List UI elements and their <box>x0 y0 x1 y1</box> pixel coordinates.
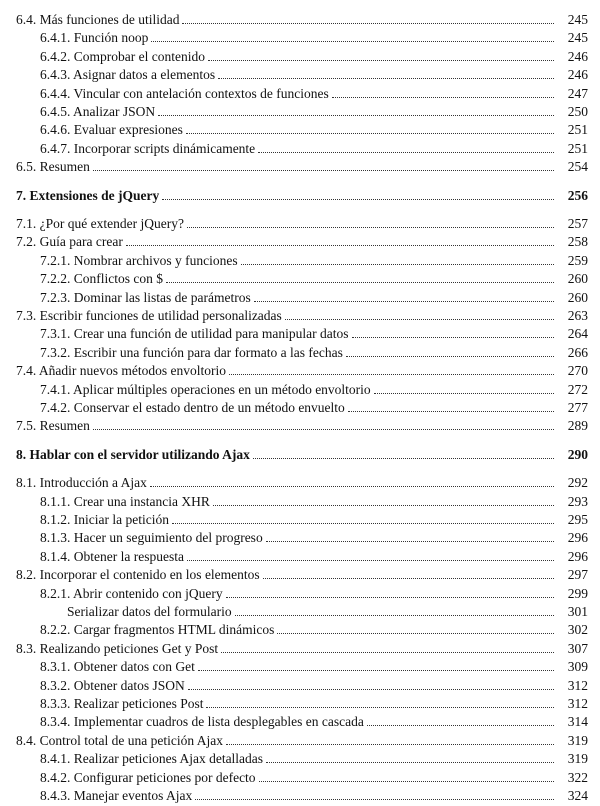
dot-leader <box>226 597 554 598</box>
toc-entry-title: 8.2. Incorporar el contenido en los elementos <box>16 567 260 583</box>
dot-leader <box>166 282 554 283</box>
toc-entry-title: 8.1.3. Hacer un seguimiento del progreso <box>40 530 263 546</box>
toc-entry <box>0 512 600 530</box>
dot-leader <box>253 458 554 459</box>
dot-leader <box>258 152 554 153</box>
toc-entry-title: 6.4.2. Comprobar el contenido <box>40 48 205 64</box>
toc-entry <box>0 733 600 751</box>
toc-entry-title: 6.4.7. Incorporar scripts dinámicamente <box>40 140 256 156</box>
toc-entry-title: 8.1.1. Crear una instancia XHR <box>40 493 210 509</box>
dot-leader <box>259 781 554 782</box>
dot-leader <box>226 744 554 745</box>
toc-entry <box>0 345 600 363</box>
toc-page-number: 324 <box>567 788 588 803</box>
toc-entry <box>0 253 600 271</box>
dot-leader <box>206 707 554 708</box>
toc-entry-title: 6.4. Más funciones de utilidad <box>16 12 180 27</box>
toc-page-number: 297 <box>567 567 588 583</box>
dot-leader <box>229 374 554 375</box>
toc-entry <box>0 530 600 548</box>
toc-entry-title: 8. Hablar con el servidor utilizando Ajax <box>16 446 250 462</box>
toc-page-number: 254 <box>567 159 588 175</box>
toc-page-number: 260 <box>567 289 588 305</box>
toc-entry <box>0 382 600 400</box>
toc-entry-title: 8.3. Realizando peticiones Get y Post <box>16 640 219 656</box>
toc-page-number: 256 <box>567 187 588 203</box>
toc-entry <box>0 678 600 696</box>
toc-page-number: 264 <box>567 326 588 342</box>
dot-leader <box>241 264 554 265</box>
dot-leader <box>218 78 554 79</box>
toc-page-number: 319 <box>567 751 588 767</box>
toc-page-number: 277 <box>567 400 588 415</box>
toc-page-number: 296 <box>567 530 588 546</box>
toc-entry <box>0 622 600 640</box>
dot-leader <box>195 799 554 800</box>
toc-entry-title: 8.2.1. Abrir contenido con jQuery <box>40 585 223 601</box>
dot-leader <box>332 97 554 98</box>
dot-leader <box>186 133 554 134</box>
toc-page-number: 263 <box>567 308 588 323</box>
toc-page-number: 289 <box>567 418 588 434</box>
dot-leader <box>172 523 554 524</box>
dot-leader <box>367 725 554 726</box>
toc-page-number: 309 <box>567 659 588 675</box>
dot-leader <box>254 301 554 302</box>
toc-entry-title: 7.3.2. Escribir una función para dar formato a las fechas <box>40 344 343 360</box>
toc-entry <box>0 308 600 326</box>
toc-entry-title: 7.2.2. Conflictos con $ <box>40 271 163 287</box>
dot-leader <box>374 393 554 394</box>
dot-leader <box>188 689 554 690</box>
toc-entry <box>0 104 600 122</box>
toc-entry <box>0 49 600 67</box>
dot-leader <box>126 245 554 246</box>
toc-entry <box>0 141 600 159</box>
toc-entry <box>0 12 600 30</box>
toc-entry-title: 7.4.1. Aplicar múltiples operaciones en un método envoltorio <box>40 381 371 397</box>
toc-entry <box>0 659 600 677</box>
toc-entry <box>0 30 600 48</box>
toc-entry <box>0 696 600 714</box>
toc-page-number: 258 <box>567 234 588 250</box>
toc-entry-title: 7.3. Escribir funciones de utilidad personalizadas <box>16 308 282 323</box>
toc-entry <box>0 234 600 252</box>
toc-chapter-heading <box>0 447 600 465</box>
dot-leader <box>235 615 554 616</box>
dot-leader <box>187 227 554 228</box>
toc-entry <box>0 475 600 493</box>
toc-entry-title: 7.2. Guía para crear <box>16 234 123 250</box>
toc-entry-title: 8.2.2. Cargar fragmentos HTML dinámicos <box>40 622 275 638</box>
toc-page-number: 251 <box>567 122 588 138</box>
toc-entry <box>0 770 600 788</box>
toc-entry-title: 8.3.3. Realizar peticiones Post <box>40 696 204 711</box>
toc-page-number: 245 <box>567 12 588 27</box>
toc-page-number: 307 <box>567 640 588 656</box>
dot-leader <box>221 652 554 653</box>
toc-entry-title: 6.4.4. Vincular con antelación contextos de funciones <box>40 85 329 101</box>
dot-leader <box>150 486 554 487</box>
toc-entry <box>0 122 600 140</box>
toc-page-number: 247 <box>567 85 588 101</box>
dot-leader <box>352 337 554 338</box>
toc-entry-title: 8.4.2. Configurar peticiones por defecto <box>40 769 256 785</box>
toc-page-number: 245 <box>567 30 588 46</box>
toc-page-number: 270 <box>567 363 588 379</box>
toc-entry-title: 6.5. Resumen <box>16 159 90 175</box>
toc-page-number: 312 <box>567 696 588 711</box>
toc-page-number: 246 <box>567 67 588 83</box>
toc-page-number: 293 <box>567 493 588 509</box>
toc-page-number: 299 <box>567 585 588 601</box>
toc-entry-title: 6.4.6. Evaluar expresiones <box>40 122 183 138</box>
toc-entry-title: 7.1. ¿Por qué extender jQuery? <box>16 216 184 231</box>
toc-entry <box>0 714 600 732</box>
dot-leader <box>151 41 554 42</box>
toc-entry-title: 7. Extensiones de jQuery <box>16 187 160 203</box>
dot-leader <box>266 541 554 542</box>
toc-entry <box>0 67 600 85</box>
toc-entry <box>0 604 600 622</box>
toc-page-number: 266 <box>567 344 588 360</box>
dot-leader <box>266 762 554 763</box>
dot-leader <box>93 170 554 171</box>
dot-leader <box>158 115 554 116</box>
toc-page-number: 250 <box>567 104 588 119</box>
toc-entry-title: 7.2.3. Dominar las listas de parámetros <box>40 289 251 305</box>
toc-entry-title: 8.3.1. Obtener datos con Get <box>40 659 195 675</box>
toc-entry-title: 6.4.5. Analizar JSON <box>40 104 156 119</box>
toc-page-number: 322 <box>567 769 588 785</box>
toc-entry <box>0 86 600 104</box>
dot-leader <box>208 60 554 61</box>
toc-entry <box>0 216 600 234</box>
toc-entry-title: 8.1.2. Iniciar la petición <box>40 512 169 527</box>
toc-entry <box>0 494 600 512</box>
toc-entry-title: 8.4.3. Manejar eventos Ajax <box>40 788 193 803</box>
toc-entry <box>0 418 600 436</box>
toc-entry <box>0 326 600 344</box>
toc-entry <box>0 549 600 567</box>
dot-leader <box>348 411 554 412</box>
toc-chapter-heading <box>0 188 600 206</box>
toc-entry <box>0 567 600 585</box>
toc-page-number: 272 <box>567 381 588 397</box>
toc-page-number: 290 <box>567 446 588 462</box>
toc-entry-title: 7.2.1. Nombrar archivos y funciones <box>40 252 238 268</box>
toc-entry-title: Serializar datos del formulario <box>67 604 232 619</box>
toc-page-number: 314 <box>567 714 588 730</box>
toc-entry-title: 6.4.1. Función noop <box>40 30 149 46</box>
toc-page-number: 302 <box>567 622 588 638</box>
dot-leader <box>263 578 554 579</box>
toc-entry <box>0 586 600 604</box>
dot-leader <box>285 319 554 320</box>
toc-entry-title: 8.3.4. Implementar cuadros de lista desplegables en cascada <box>40 714 364 730</box>
toc-entry <box>0 290 600 308</box>
dot-leader <box>213 505 554 506</box>
toc-entry-title: 8.1.4. Obtener la respuesta <box>40 548 184 564</box>
toc-page-number: 312 <box>567 677 588 693</box>
toc-page-number: 295 <box>567 512 588 527</box>
dot-leader <box>162 199 554 200</box>
toc-entry-title: 8.4. Control total de una petición Ajax <box>16 732 223 748</box>
toc-page-number: 260 <box>567 271 588 287</box>
toc-entry <box>0 751 600 769</box>
toc-entry-title: 7.3.1. Crear una función de utilidad para manipular datos <box>40 326 349 342</box>
toc-entry-title: 8.1. Introducción a Ajax <box>16 475 147 491</box>
toc-page-number: 296 <box>567 548 588 564</box>
dot-leader <box>277 633 554 634</box>
toc-entry <box>0 641 600 659</box>
toc-page-number: 246 <box>567 48 588 64</box>
toc-page-number: 251 <box>567 140 588 156</box>
toc-entry-title: 8.3.2. Obtener datos JSON <box>40 677 185 693</box>
toc-entry <box>0 788 600 806</box>
toc-page-number: 301 <box>567 604 588 619</box>
toc-entry <box>0 363 600 381</box>
toc-page-number: 319 <box>567 732 588 748</box>
toc-entry-title: 8.4.1. Realizar peticiones Ajax detalladas <box>40 751 264 767</box>
toc-entry <box>0 271 600 289</box>
toc-entry <box>0 400 600 418</box>
dot-leader <box>187 560 554 561</box>
dot-leader <box>346 356 554 357</box>
toc-entry-title: 6.4.3. Asignar datos a elementos <box>40 67 216 83</box>
toc-entry-title: 7.5. Resumen <box>16 418 90 434</box>
dot-leader <box>198 670 554 671</box>
toc-page-number: 257 <box>567 216 588 231</box>
toc-entry-title: 7.4. Añadir nuevos métodos envoltorio <box>16 363 226 379</box>
dot-leader <box>182 23 554 24</box>
dot-leader <box>93 429 554 430</box>
toc-page-number: 259 <box>567 252 588 268</box>
toc-entry-title: 7.4.2. Conservar el estado dentro de un método envuelto <box>40 400 345 415</box>
toc-entry <box>0 159 600 177</box>
toc-page-number: 292 <box>567 475 588 491</box>
